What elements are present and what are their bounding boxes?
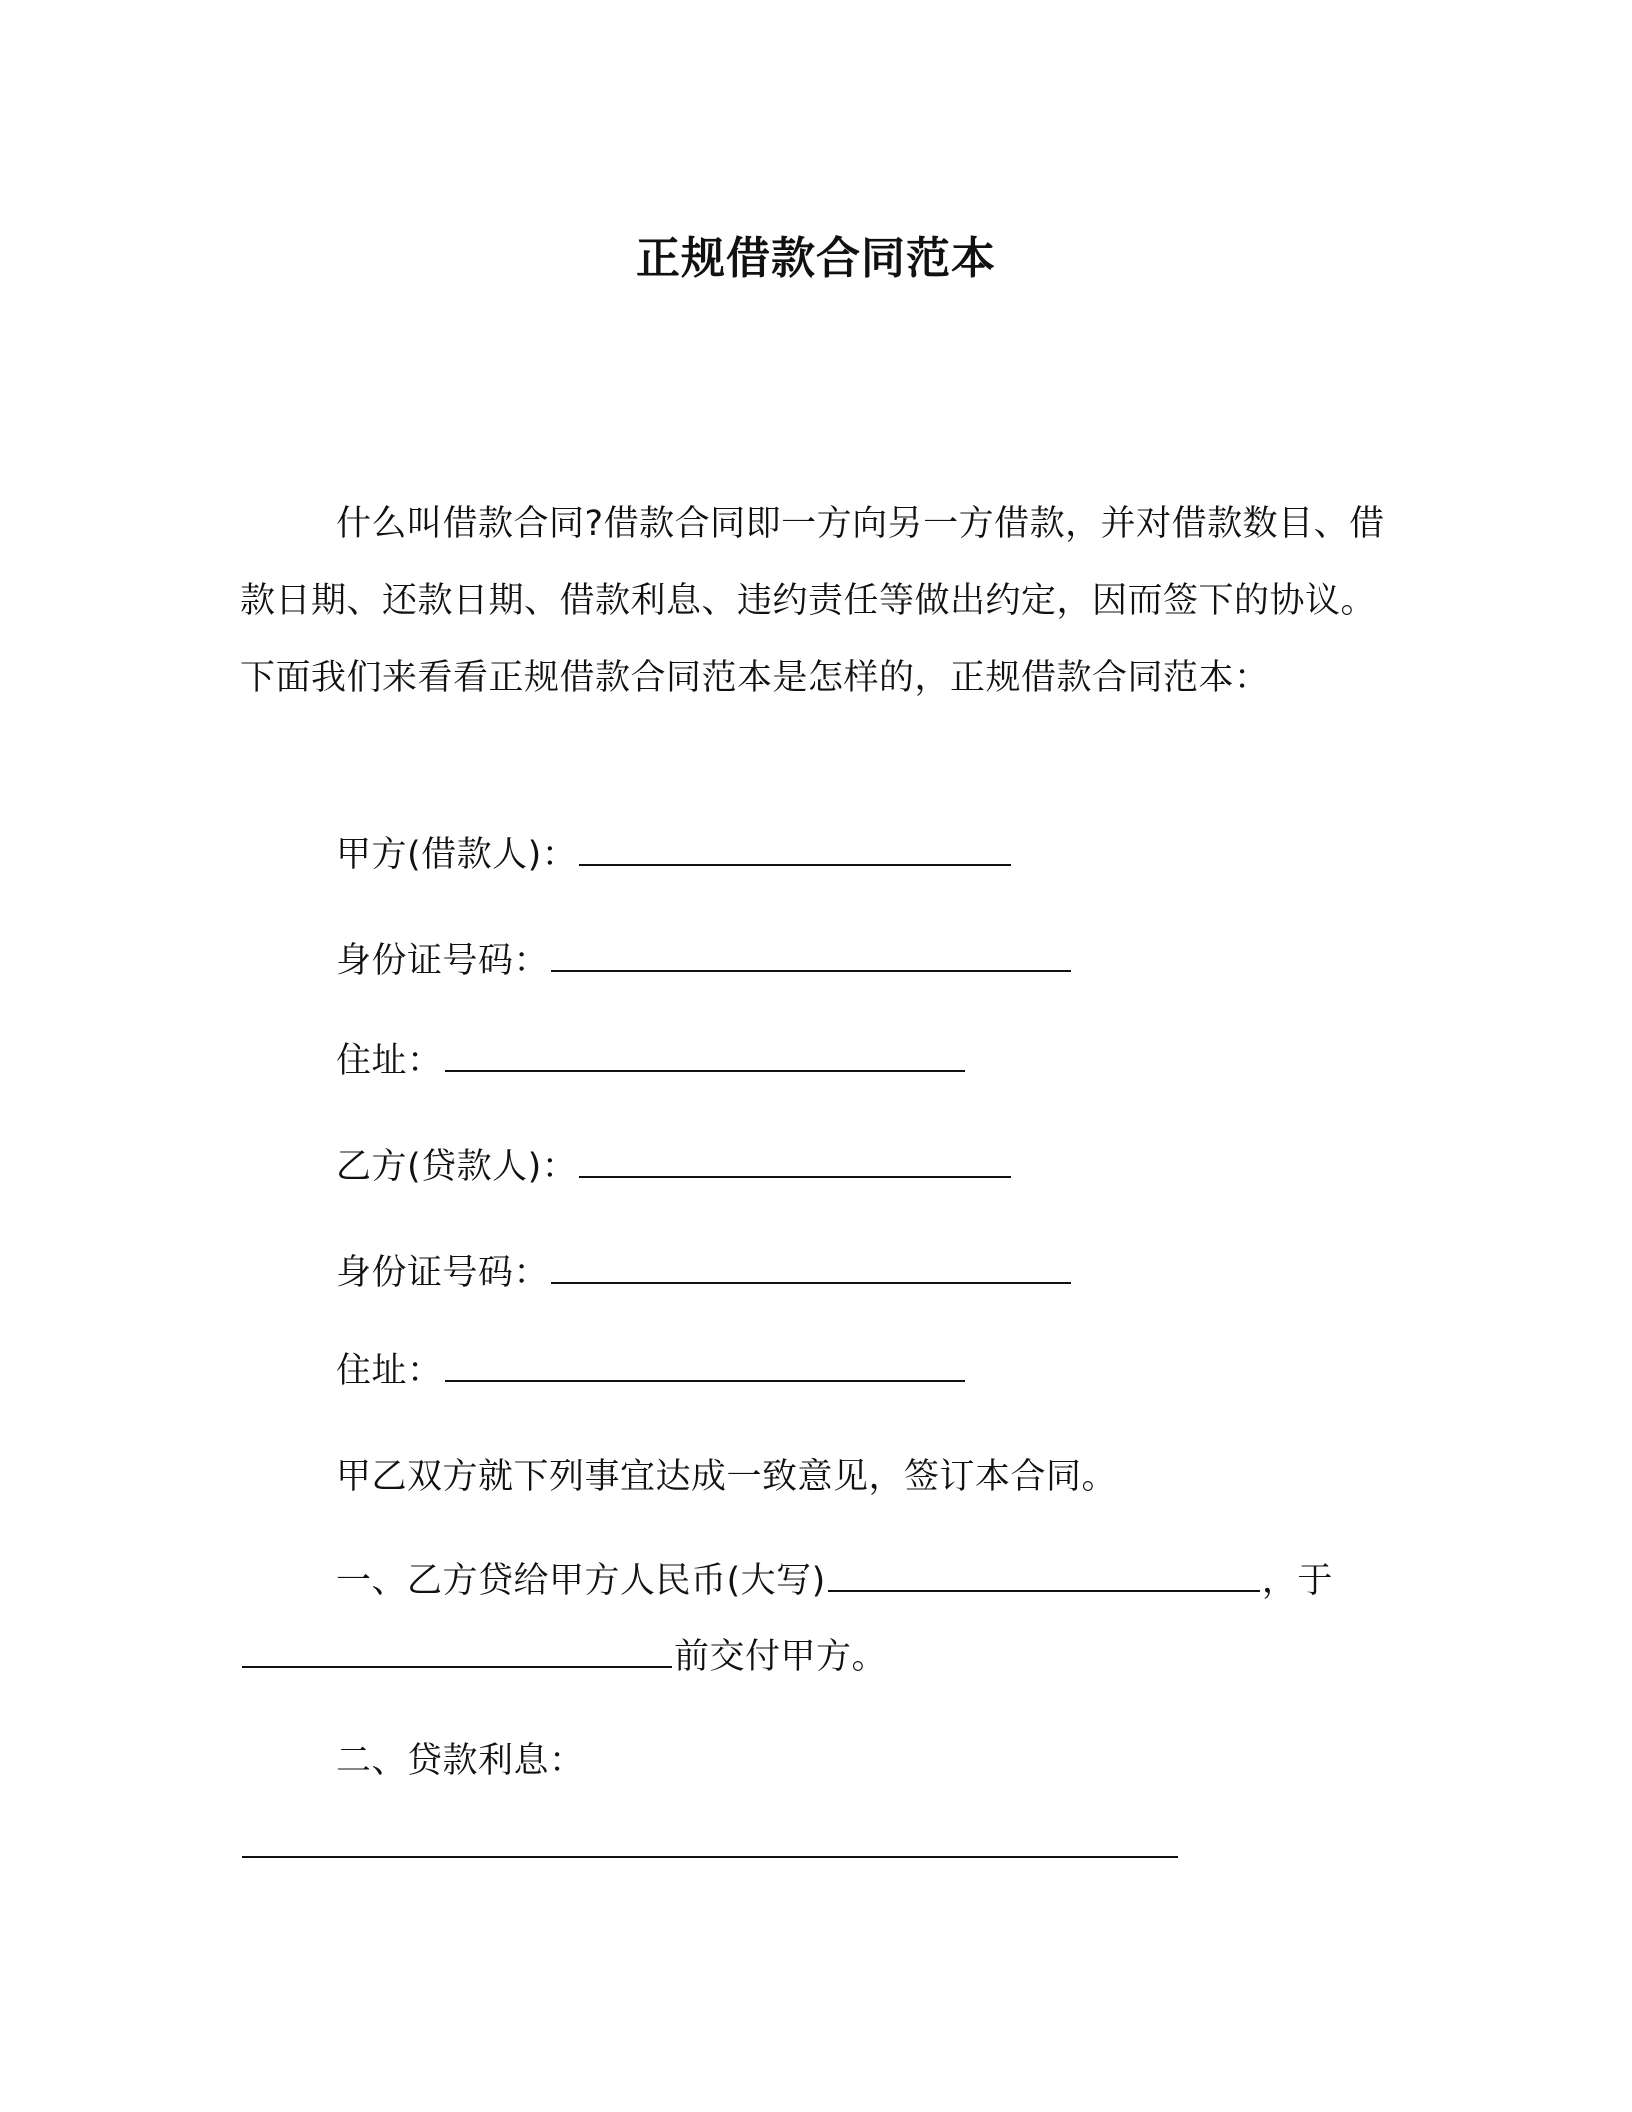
party-a-address-blank[interactable] (445, 1036, 965, 1072)
party-a-line (336, 830, 1013, 880)
party-b-name-blank[interactable] (579, 1142, 1011, 1178)
intro-paragraph: 什么叫借款合同?借款合同即一方向另一方借款，并对借款数目、借款日期、还款日期、借款利息、违约责任等做出约定，因而签下的协议。下面我们来看看正规借款合同范本是怎样的，正规借款合同范本： (240, 504, 1385, 698)
interest-blank[interactable] (242, 1822, 1178, 1858)
party-b-id-blank[interactable] (551, 1248, 1071, 1284)
party-b-label: 乙方(贷款人)： (336, 1147, 578, 1187)
agreement-statement: 甲乙双方就下列事宜达成一致意见，签订本合同。 (336, 1457, 1118, 1497)
delivery-date-blank[interactable] (242, 1632, 672, 1668)
party-b-address-line (336, 1346, 967, 1396)
interest-line (240, 1822, 1180, 1872)
clause-2-label: 二、贷款利息： (336, 1741, 585, 1781)
document-title: 正规借款合同范本 (636, 233, 996, 284)
party-a-name-blank[interactable] (579, 830, 1011, 866)
clause-1-middle: ，于 (1261, 1561, 1333, 1601)
clause-1-prefix: 一、乙方贷给甲方人民币(大写) (336, 1561, 826, 1601)
party-b-id-line (336, 1248, 1073, 1298)
party-a-id-line (336, 936, 1073, 986)
loan-amount-blank[interactable] (828, 1556, 1260, 1592)
party-b-address-label: 住址： (336, 1351, 443, 1391)
party-b-id-label: 身份证号码： (336, 1253, 550, 1293)
clause-1-suffix: 前交付甲方。 (674, 1637, 888, 1677)
party-b-line (336, 1142, 1013, 1192)
party-a-id-label: 身份证号码： (336, 941, 550, 981)
clause-1-line-1 (336, 1556, 1333, 1606)
clause-1-line-2 (240, 1632, 887, 1682)
party-a-address-label: 住址： (336, 1041, 443, 1081)
party-a-address-line (336, 1036, 967, 1086)
party-b-address-blank[interactable] (445, 1346, 965, 1382)
clause-2-line (336, 1736, 585, 1786)
party-a-label: 甲方(借款人)： (336, 835, 578, 875)
party-a-id-blank[interactable] (551, 936, 1071, 972)
